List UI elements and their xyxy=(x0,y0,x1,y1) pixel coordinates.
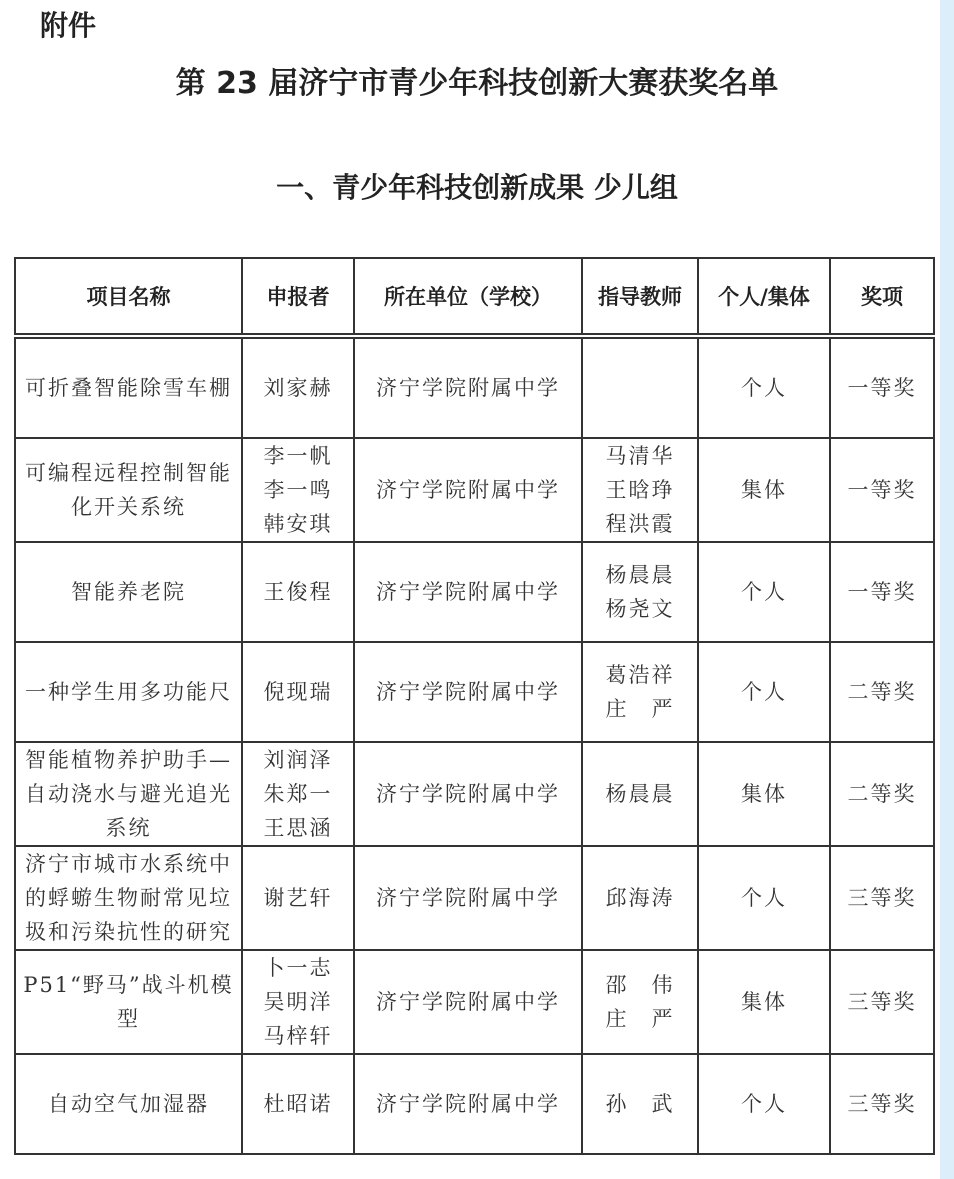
header-project-name: 项目名称 xyxy=(15,258,242,336)
award-cell: 一等奖 xyxy=(830,542,934,642)
project-name-cell: 自动空气加湿器 xyxy=(15,1054,242,1154)
project-name-cell: 可折叠智能除雪车棚 xyxy=(15,336,242,438)
type-cell: 个人 xyxy=(698,642,830,742)
teacher-cell: 马清华 王晗琤 程洪霞 xyxy=(582,438,698,542)
type-cell: 个人 xyxy=(698,846,830,950)
document-title: 第 23 届济宁市青少年科技创新大赛获奖名单 xyxy=(175,66,779,101)
teacher-cell: 邵 伟 庄 严 xyxy=(582,950,698,1054)
awards-table xyxy=(14,257,935,1155)
table-body xyxy=(15,336,934,1154)
reporter-cell: 倪现瑞 xyxy=(242,642,354,742)
attachment-label: 附件 xyxy=(40,9,97,42)
reporter-cell: 李一帆 李一鸣 韩安琪 xyxy=(242,438,354,542)
award-cell: 二等奖 xyxy=(830,742,934,846)
section-title: 一、青少年科技创新成果 少儿组 xyxy=(276,171,678,204)
project-name-cell: 智能养老院 xyxy=(15,542,242,642)
teacher-cell: 杨晨晨 xyxy=(582,742,698,846)
teacher-cell xyxy=(582,336,698,438)
type-cell: 集体 xyxy=(698,438,830,542)
unit-cell: 济宁学院附属中学 xyxy=(354,950,582,1054)
unit-cell: 济宁学院附属中学 xyxy=(354,438,582,542)
table-row xyxy=(15,642,934,742)
unit-cell: 济宁学院附属中学 xyxy=(354,846,582,950)
type-cell: 个人 xyxy=(698,336,830,438)
table-row xyxy=(15,950,934,1054)
reporter-cell: 刘家赫 xyxy=(242,336,354,438)
reporter-cell: 谢艺轩 xyxy=(242,846,354,950)
reporter-cell: 王俊程 xyxy=(242,542,354,642)
teacher-cell: 葛浩祥 庄 严 xyxy=(582,642,698,742)
award-cell: 一等奖 xyxy=(830,438,934,542)
type-cell: 个人 xyxy=(698,542,830,642)
header-unit: 所在单位（学校） xyxy=(354,258,582,336)
project-name-cell: 智能植物养护助手—自动浇水与避光追光系统 xyxy=(15,742,242,846)
table-row xyxy=(15,336,934,438)
table-row xyxy=(15,438,934,542)
project-name-cell: 济宁市城市水系统中的蜉蝣生物耐常见垃圾和污染抗性的研究 xyxy=(15,846,242,950)
unit-cell: 济宁学院附属中学 xyxy=(354,336,582,438)
reporter-cell: 刘润泽 朱郑一 王思涵 xyxy=(242,742,354,846)
unit-cell: 济宁学院附属中学 xyxy=(354,1054,582,1154)
table-row xyxy=(15,742,934,846)
header-award: 奖项 xyxy=(830,258,934,336)
award-cell: 三等奖 xyxy=(830,846,934,950)
table-row xyxy=(15,542,934,642)
header-reporter: 申报者 xyxy=(242,258,354,336)
project-name-cell: 一种学生用多功能尺 xyxy=(15,642,242,742)
award-cell: 二等奖 xyxy=(830,642,934,742)
award-cell: 一等奖 xyxy=(830,336,934,438)
teacher-cell: 邱海涛 xyxy=(582,846,698,950)
table-row xyxy=(15,1054,934,1154)
award-cell: 三等奖 xyxy=(830,1054,934,1154)
teacher-cell: 孙 武 xyxy=(582,1054,698,1154)
project-name-cell: 可编程远程控制智能化开关系统 xyxy=(15,438,242,542)
teacher-cell: 杨晨晨 杨尧文 xyxy=(582,542,698,642)
type-cell: 集体 xyxy=(698,742,830,846)
header-teacher: 指导教师 xyxy=(582,258,698,336)
award-cell: 三等奖 xyxy=(830,950,934,1054)
reporter-cell: 杜昭诺 xyxy=(242,1054,354,1154)
reporter-cell: 卜一志 吴明洋 马梓轩 xyxy=(242,950,354,1054)
unit-cell: 济宁学院附属中学 xyxy=(354,742,582,846)
unit-cell: 济宁学院附属中学 xyxy=(354,542,582,642)
type-cell: 个人 xyxy=(698,1054,830,1154)
table-row xyxy=(15,846,934,950)
unit-cell: 济宁学院附属中学 xyxy=(354,642,582,742)
project-name-cell: P51“野马”战斗机模型 xyxy=(15,950,242,1054)
header-type: 个人/集体 xyxy=(698,258,830,336)
table-header-row xyxy=(15,258,934,336)
type-cell: 集体 xyxy=(698,950,830,1054)
